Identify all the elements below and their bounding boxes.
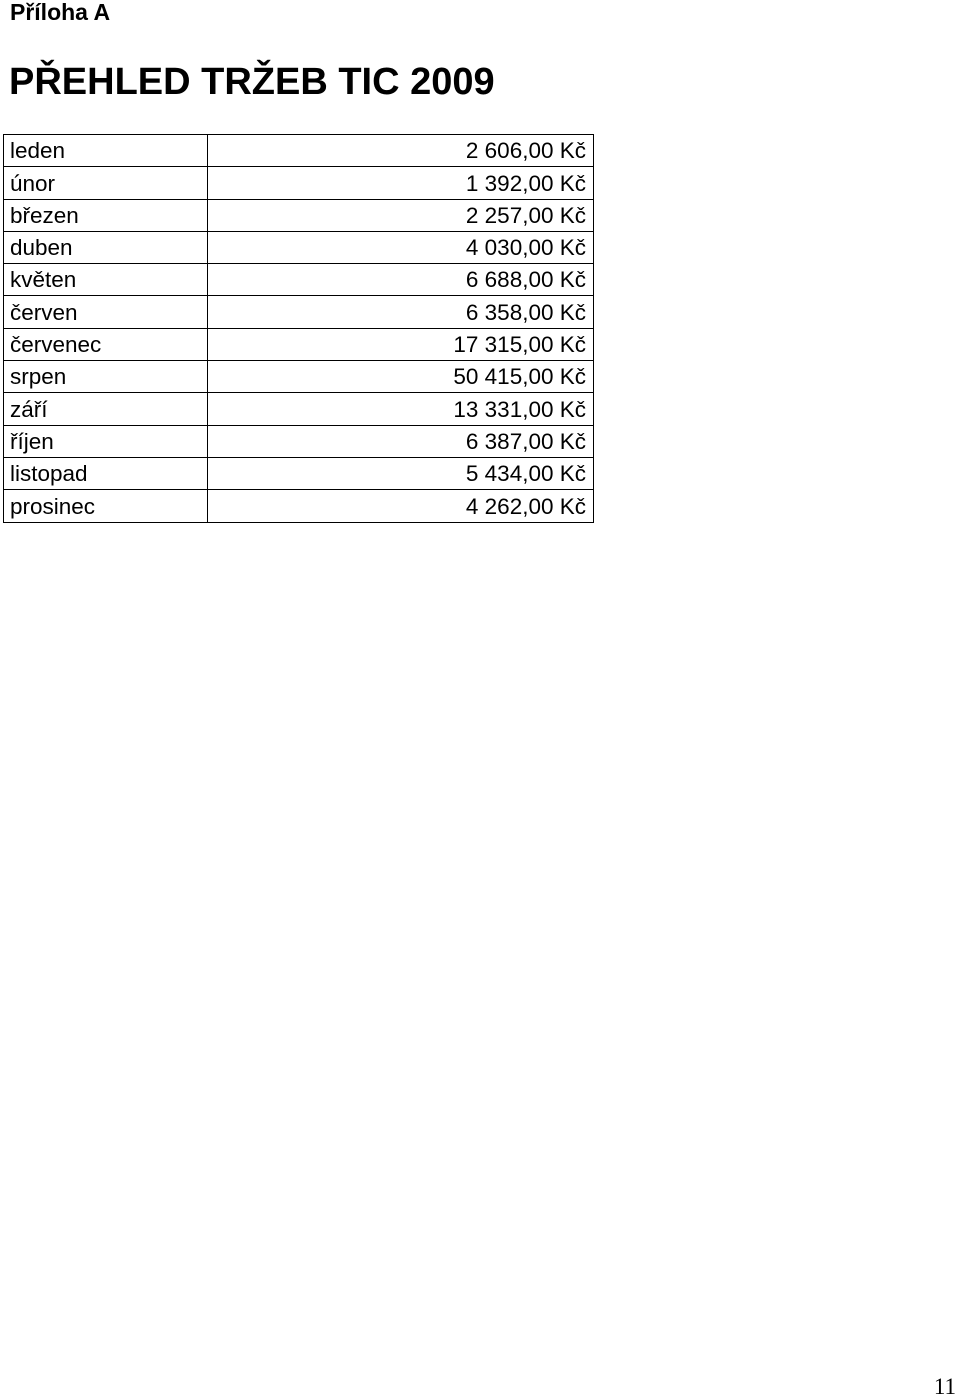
amount-cell: 6 358,00 Kč: [208, 296, 594, 328]
month-cell: únor: [4, 167, 208, 199]
table-row: [4, 264, 594, 296]
page-title: PŘEHLED TRŽEB TIC 2009: [9, 61, 495, 103]
amount-cell: 2 606,00 Kč: [208, 135, 594, 167]
month-cell: prosinec: [4, 490, 208, 522]
month-cell: říjen: [4, 425, 208, 457]
table-row: [4, 425, 594, 457]
table-row: [4, 361, 594, 393]
month-cell: srpen: [4, 361, 208, 393]
table-row: [4, 457, 594, 489]
amount-cell: 5 434,00 Kč: [208, 457, 594, 489]
table-row: [4, 328, 594, 360]
table-row: [4, 167, 594, 199]
revenue-table: [3, 134, 594, 523]
appendix-label: Příloha A: [10, 0, 111, 25]
month-cell: červenec: [4, 328, 208, 360]
month-cell: březen: [4, 199, 208, 231]
amount-cell: 17 315,00 Kč: [208, 328, 594, 360]
table-row: [4, 296, 594, 328]
amount-cell: 4 030,00 Kč: [208, 231, 594, 263]
amount-cell: 2 257,00 Kč: [208, 199, 594, 231]
month-cell: leden: [4, 135, 208, 167]
amount-cell: 50 415,00 Kč: [208, 361, 594, 393]
amount-cell: 13 331,00 Kč: [208, 393, 594, 425]
table-row: [4, 490, 594, 522]
month-cell: červen: [4, 296, 208, 328]
table-row: [4, 135, 594, 167]
amount-cell: 4 262,00 Kč: [208, 490, 594, 522]
month-cell: květen: [4, 264, 208, 296]
amount-cell: 1 392,00 Kč: [208, 167, 594, 199]
table-row: [4, 231, 594, 263]
month-cell: listopad: [4, 457, 208, 489]
table-row: [4, 199, 594, 231]
page-number: 11: [933, 1374, 956, 1399]
amount-cell: 6 387,00 Kč: [208, 425, 594, 457]
month-cell: duben: [4, 231, 208, 263]
month-cell: září: [4, 393, 208, 425]
amount-cell: 6 688,00 Kč: [208, 264, 594, 296]
table-row: [4, 393, 594, 425]
